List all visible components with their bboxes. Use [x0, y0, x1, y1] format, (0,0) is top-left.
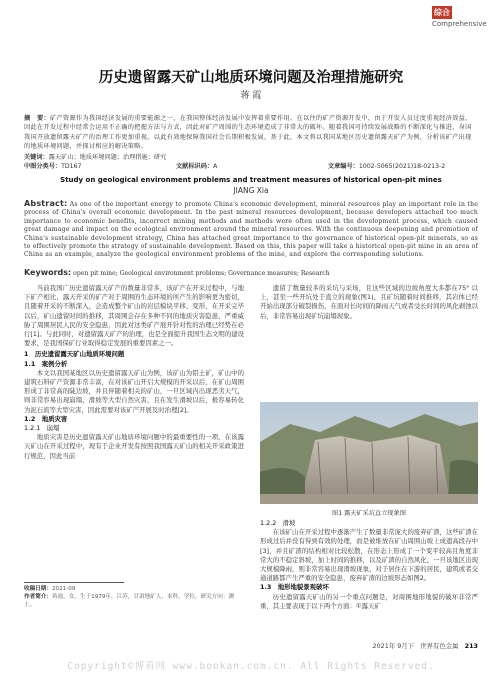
keywords-en-text: open pit mine; Geological environment problems; Governance measures; Research [73, 270, 330, 277]
article-title: 历史遗留露天矿山地质环境问题及治理措施研究 [98, 70, 404, 86]
copyright-watermark: Copyright©博看网 www.bookan.com.cn. All Rights Reserved. [67, 661, 435, 672]
received-label: 收稿日期： [24, 586, 52, 592]
collapse-paragraph: 地质灾害是历史遗留露天矿山地质环境问题中的最重要性的一项，在该露天矿山在开采过程中，现有于企业开发有按照我国露天矿山的相关开采政策进行规范，因此当前 [24, 433, 244, 460]
doc-code-value: A [213, 163, 218, 170]
clc-value: TD167 [61, 163, 82, 170]
issue-date: 2021年 9月下 [372, 642, 415, 650]
case-paragraph: 本文以我国某地区以历史遗留露天矿山为例，该矿山为铝土矿，矿山中的建筑石料矿产资源非常丰富，在对该矿山开启大规模的开采以后，在矿山周围形成了非常高的陡边坡，并且伴随着相关的矿山，一旦区域内出现恶劣天气，则非常容易出现崩塌、滑坡等大型自然灾害，且在发生滑坡以后，极容易转化为泥石流等大型灾害，因此需要对该矿产开展及时治理[2]。 [24, 368, 244, 414]
page-footer [0, 641, 478, 650]
footnote [24, 585, 244, 609]
figure-1-caption: 图1 露天矿采坑直立现象图 [332, 510, 406, 517]
abstract-label: 摘 要： [24, 115, 50, 122]
author-info-label: 作者简介： [24, 594, 52, 600]
left-column [24, 284, 244, 461]
right-column-top [260, 284, 478, 321]
section-title: 历史遗留露天矿山地质环境问题 [34, 350, 125, 359]
subsection-heading-case: 1.1 案例分析 [24, 359, 68, 368]
classification-row [24, 161, 478, 170]
article-title-en: Study on geological environment problems and treatment measures of historical open-pit mines [60, 176, 442, 184]
figure-1-photo [260, 402, 478, 504]
intro-paragraph: 当前我国广历史遗留露天矿产的数量非常多，该矿产在开采过程中，与地下矿产相比，露天开采的矿产对于周围的生态环境的所产生的影响更为密切，且随着开采的不断深入，会造成整个矿山的岩层模块平移、变形，在开采完毕以后，矿山遗留时间的推移，其周围会存在多种不同的地质灾害隐患，严重威胁了周围居民人民的安全隐患，因此对这类矿产展开针对性的治理已经势在必行[1]。与此同时，对遗留露天矿产的治理，也是全面提升我国生态文明的建设要求，是我国保矿行业取得稳定发展的重要因素之一。 [24, 284, 244, 348]
subsubsection-number: 1.2.2 [260, 519, 277, 527]
abstract-en [24, 199, 478, 260]
abstract-zh [24, 114, 478, 151]
right-column-bottom [260, 519, 478, 611]
section-label-zh: 综合 [434, 8, 450, 17]
abstract-en-text: As one of the important energy to promote China's economic development, mineral resources play an important role in the process of China's overall economic development. In the past mineral resources development, because developers attached too much importance to economic benefits, incorrect mining methods and methods were often used in the development process, which caused great damage and impact on the ecological environment around the mineral resources. With the continuous deepening and promotion of China's sustainable development strategy, China has attached great importance to the governance of historical open-pit minerals, so as to effectively promote the strategy of sustainable development. Based on this, this paper will take a historical open-pit mine in an area of China as an example, analyze the geological environment problems of the mine, and explore the corresponding solutions. [24, 201, 478, 259]
section-label-en: Comprehensive [432, 20, 487, 28]
article-no-label: 文章编号： [327, 163, 359, 170]
article-no-value: 1002-5065(2021)18-0213-2 [358, 163, 446, 170]
keywords-en-label: Keywords: [24, 268, 72, 277]
subsubsection-heading-collapse: 1.2.1 崩塌 [24, 424, 60, 433]
article-author: 蒋 霞 [240, 91, 262, 101]
landform-paragraph: 历史遗留露天矿山的另一个重点问题是，对周围地形地貌的破坏非常严重，其主要表现于以下两个方面：①露天矿 [260, 592, 478, 610]
section-header [432, 6, 496, 30]
collapse-continued-paragraph: 遗留了数量较多的采坑与采场，且这些区域的边坡角度大多都在75° 以上，甚至一些开坑处于直立的现象(图1)，且矿坑随着时间推移，其岩体已经开始出现部分破裂损伤，在面对长时间的降雨天气或者受长时间的风化剥蚀以后，非常容易出现矿坑崩塌现象。 [260, 284, 478, 320]
keywords-label: 关键词： [24, 154, 49, 161]
article-author-en: JIANG Xia [233, 186, 269, 195]
section-number: 1 [24, 350, 29, 359]
page-number: 213 [464, 642, 478, 650]
footnote-divider [24, 582, 124, 583]
abstract-en-label: Abstract: [24, 199, 68, 208]
section-heading-1 [24, 350, 244, 359]
subsection-heading-landform: 1.3 地形地貌景观破坏 [260, 583, 329, 592]
keywords-en [24, 268, 330, 277]
doc-code-label: 文献标识码： [175, 163, 214, 170]
landslide-paragraph: 在该矿山在开采过程中逐渐产生了数量非常庞大的废弃矿渣，这些矿渣在形成过后并没有得到有效的处理，而是被堆放在矿山周围山坡上成遗高段存中[3]，并且矿渣的结构相对比较松散，在形态上形成了一个变平较高且角度非常大的不稳定斜坡，加上时间的推移，以及矿渣的自然风化，一旦该地区出现大规模降雨，则非常容易出现滑坡现象，对于居住在下游的居民，建筑或者交通道路都产生严重的安全隐患，废弃矿渣的边坡形态如图2。 [260, 528, 478, 583]
subsubsection-heading-landslide [260, 519, 478, 528]
received-date: 2021-09 [51, 586, 76, 592]
abstract-text: 矿产资源作为我国经济发展的重要能源之一，在我国整体经济发展中发挥着重要作用。在以往的矿产资源开发中，由于开发人员过度重视经济效益，因此在开发过程中经常会运用不正确的把握方法与方式，因此对矿产周围的生态环境造成了非常大的破坏。随着我国可持续发展战略的不断深化与推进，身国我国开放遗留露天矿产的治理工作更加重视。以此有效地保障我国社会长期积极发展，基于此，本文将以我国某地区历史遗留露天矿产为例，分析该矿产出现的地质环境问题，并探讨相应的解决策略。 [24, 115, 472, 150]
subsection-heading-hazard: 1.2 地质灾害 [24, 414, 68, 423]
quarry-photo-illustration [260, 402, 478, 504]
author-info: 蒋霞，女，生于1979年，江苏，甘肃地矿人，本科，学位，研究方向：测土。 [24, 594, 235, 608]
journal-name: 世界有色金属 [420, 642, 459, 650]
keywords-text: 露天矿山；地质环境问题；治理措施；研究 [48, 154, 167, 161]
subsubsection-title: 滑坡 [282, 519, 296, 527]
clc-label: 中图分类号： [24, 163, 62, 170]
keywords-zh [24, 152, 166, 161]
